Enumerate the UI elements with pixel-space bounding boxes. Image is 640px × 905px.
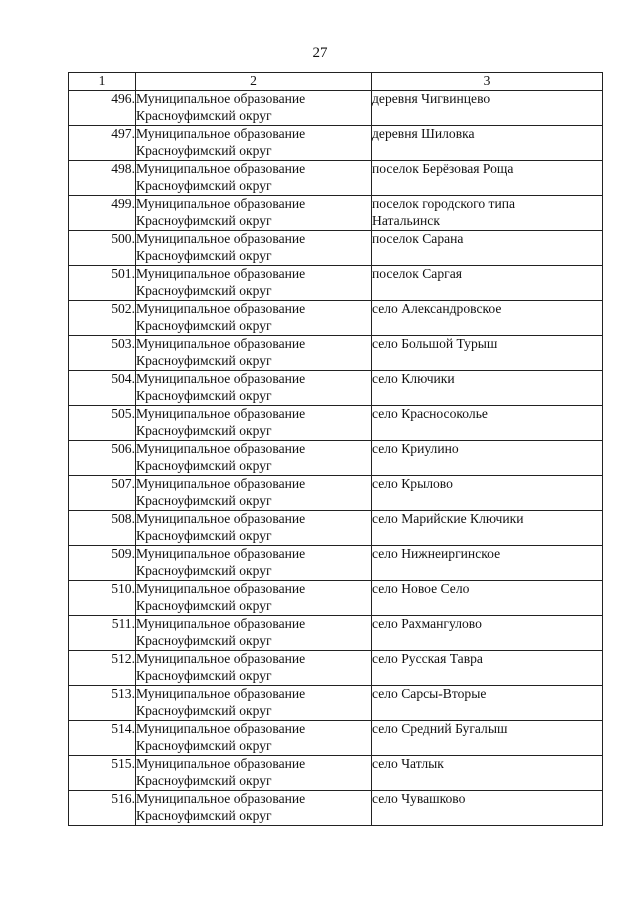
municipality-text: Муниципальное образование [136,581,306,596]
municipality-text: Муниципальное образование [136,91,306,106]
settlement-text: поселок Сарана [372,231,464,246]
municipality-text: Красноуфимский округ [136,317,272,333]
table-row [69,581,603,616]
settlement-text: деревня Шиловка [372,126,475,141]
settlement-cell [372,301,603,336]
table-row [69,161,603,196]
municipality-text: Красноуфимский округ [136,807,272,823]
municipality-cell [136,791,372,826]
municipality-text: Красноуфимский округ [136,212,272,228]
table-row [69,721,603,756]
municipality-text: Красноуфимский округ [136,387,272,403]
table-row [69,126,603,161]
row-number: 501. [69,266,136,301]
row-number: 496. [69,91,136,126]
municipality-text: Муниципальное образование [136,791,306,806]
settlement-cell [372,616,603,651]
table-row [69,651,603,686]
municipality-cell [136,371,372,406]
settlement-cell [372,756,603,791]
municipality-text: Красноуфимский округ [136,667,272,683]
settlements-table [68,72,603,826]
settlement-text: село Марийские Ключики [372,511,524,526]
municipality-cell [136,301,372,336]
settlement-text: поселок городского типа [372,196,516,211]
municipality-text: Красноуфимский округ [136,422,272,438]
municipality-text: Красноуфимский округ [136,352,272,368]
municipality-text: Красноуфимский округ [136,772,272,788]
municipality-cell [136,91,372,126]
municipality-text: Муниципальное образование [136,231,306,246]
row-number: 511. [69,616,136,651]
table-row [69,301,603,336]
row-number: 513. [69,686,136,721]
settlement-text: село Новое Село [372,581,470,596]
row-number: 506. [69,441,136,476]
municipality-cell [136,756,372,791]
municipality-cell [136,231,372,266]
settlement-text: село Большой Турыш [372,336,498,351]
municipality-text: Красноуфимский округ [136,457,272,473]
table-row [69,686,603,721]
municipality-cell [136,266,372,301]
row-number: 504. [69,371,136,406]
municipality-cell [136,616,372,651]
settlement-cell [372,476,603,511]
municipality-text: Красноуфимский округ [136,142,272,158]
settlement-cell [372,231,603,266]
settlement-cell [372,126,603,161]
row-number: 512. [69,651,136,686]
municipality-text: Муниципальное образование [136,336,306,351]
settlement-text: село Нижнеиргинское [372,546,501,561]
settlement-text: деревня Чигвинцево [372,91,491,106]
settlement-cell [372,721,603,756]
municipality-text: Красноуфимский округ [136,177,272,193]
municipality-text: Муниципальное образование [136,371,306,386]
municipality-text: Красноуфимский округ [136,247,272,263]
municipality-cell [136,581,372,616]
settlement-text: село Криулино [372,441,459,456]
row-number: 505. [69,406,136,441]
municipality-text: Красноуфимский округ [136,702,272,718]
municipality-text: Муниципальное образование [136,161,306,176]
table-header-row [69,73,603,91]
municipality-text: Красноуфимский округ [136,107,272,123]
table-row [69,406,603,441]
row-number: 509. [69,546,136,581]
settlement-cell [372,441,603,476]
municipality-text: Красноуфимский округ [136,597,272,613]
municipality-text: Красноуфимский округ [136,282,272,298]
settlement-cell [372,581,603,616]
municipality-text: Красноуфимский округ [136,562,272,578]
settlement-text: село Средний Бугалыш [372,721,508,736]
municipality-cell [136,196,372,231]
settlement-cell [372,546,603,581]
page-number: 27 [312,45,328,61]
settlement-text: село Чатлык [372,756,444,771]
settlement-cell [372,686,603,721]
row-number: 514. [69,721,136,756]
municipality-text: Красноуфимский округ [136,492,272,508]
municipality-cell [136,651,372,686]
row-number: 498. [69,161,136,196]
column-header-1: 1 [69,73,136,91]
settlement-cell [372,651,603,686]
municipality-cell [136,546,372,581]
table-row [69,196,603,231]
table-row [69,231,603,266]
municipality-cell [136,476,372,511]
settlement-text: село Русская Тавра [372,651,483,666]
row-number: 503. [69,336,136,371]
municipality-text: Красноуфимский округ [136,632,272,648]
settlement-text: село Рахмангулово [372,616,482,631]
row-number: 508. [69,511,136,546]
table-row [69,371,603,406]
table-body [69,91,603,826]
municipality-cell [136,161,372,196]
municipality-text: Муниципальное образование [136,196,306,211]
municipality-cell [136,511,372,546]
settlement-cell [372,196,603,231]
settlement-cell [372,406,603,441]
table-row [69,91,603,126]
settlement-text: село Сарсы-Вторые [372,686,487,701]
table-row [69,266,603,301]
municipality-text: Муниципальное образование [136,546,306,561]
table-row [69,441,603,476]
municipality-text: Муниципальное образование [136,266,306,281]
table-row [69,476,603,511]
row-number: 502. [69,301,136,336]
municipality-cell [136,406,372,441]
settlement-cell [372,266,603,301]
municipality-text: Муниципальное образование [136,686,306,701]
row-number: 500. [69,231,136,266]
settlement-text: село Крылово [372,476,453,491]
settlement-text: село Александровское [372,301,502,316]
settlement-text: поселок Саргая [372,266,462,281]
table-row [69,616,603,651]
table-row [69,511,603,546]
municipality-text: Муниципальное образование [136,616,306,631]
municipality-text: Муниципальное образование [136,511,306,526]
row-number: 497. [69,126,136,161]
municipality-cell [136,686,372,721]
settlement-text: село Красносокольe [372,406,488,421]
row-number: 510. [69,581,136,616]
row-number: 507. [69,476,136,511]
table-row [69,336,603,371]
settlement-text: поселок Берёзовая Роща [372,161,514,176]
column-header-3: 3 [372,73,603,91]
table-row [69,791,603,826]
column-header-2: 2 [136,73,372,91]
municipality-text: Красноуфимский округ [136,737,272,753]
settlement-text: село Ключики [372,371,455,386]
municipality-text: Муниципальное образование [136,126,306,141]
settlement-text: село Чувашково [372,791,466,806]
settlement-cell [372,91,603,126]
municipality-cell [136,126,372,161]
table-row [69,756,603,791]
municipality-cell [136,441,372,476]
municipality-text: Красноуфимский округ [136,527,272,543]
municipality-text: Муниципальное образование [136,441,306,456]
municipality-text: Муниципальное образование [136,721,306,736]
table-row [69,546,603,581]
municipality-text: Муниципальное образование [136,476,306,491]
municipality-cell [136,721,372,756]
settlement-cell [372,511,603,546]
settlement-text: Натальинск [372,212,440,228]
row-number: 516. [69,791,136,826]
municipality-text: Муниципальное образование [136,651,306,666]
settlement-cell [372,791,603,826]
settlement-cell [372,336,603,371]
municipality-cell [136,336,372,371]
municipality-text: Муниципальное образование [136,756,306,771]
row-number: 499. [69,196,136,231]
municipality-text: Муниципальное образование [136,301,306,316]
municipality-text: Муниципальное образование [136,406,306,421]
settlement-cell [372,371,603,406]
row-number: 515. [69,756,136,791]
settlement-cell [372,161,603,196]
